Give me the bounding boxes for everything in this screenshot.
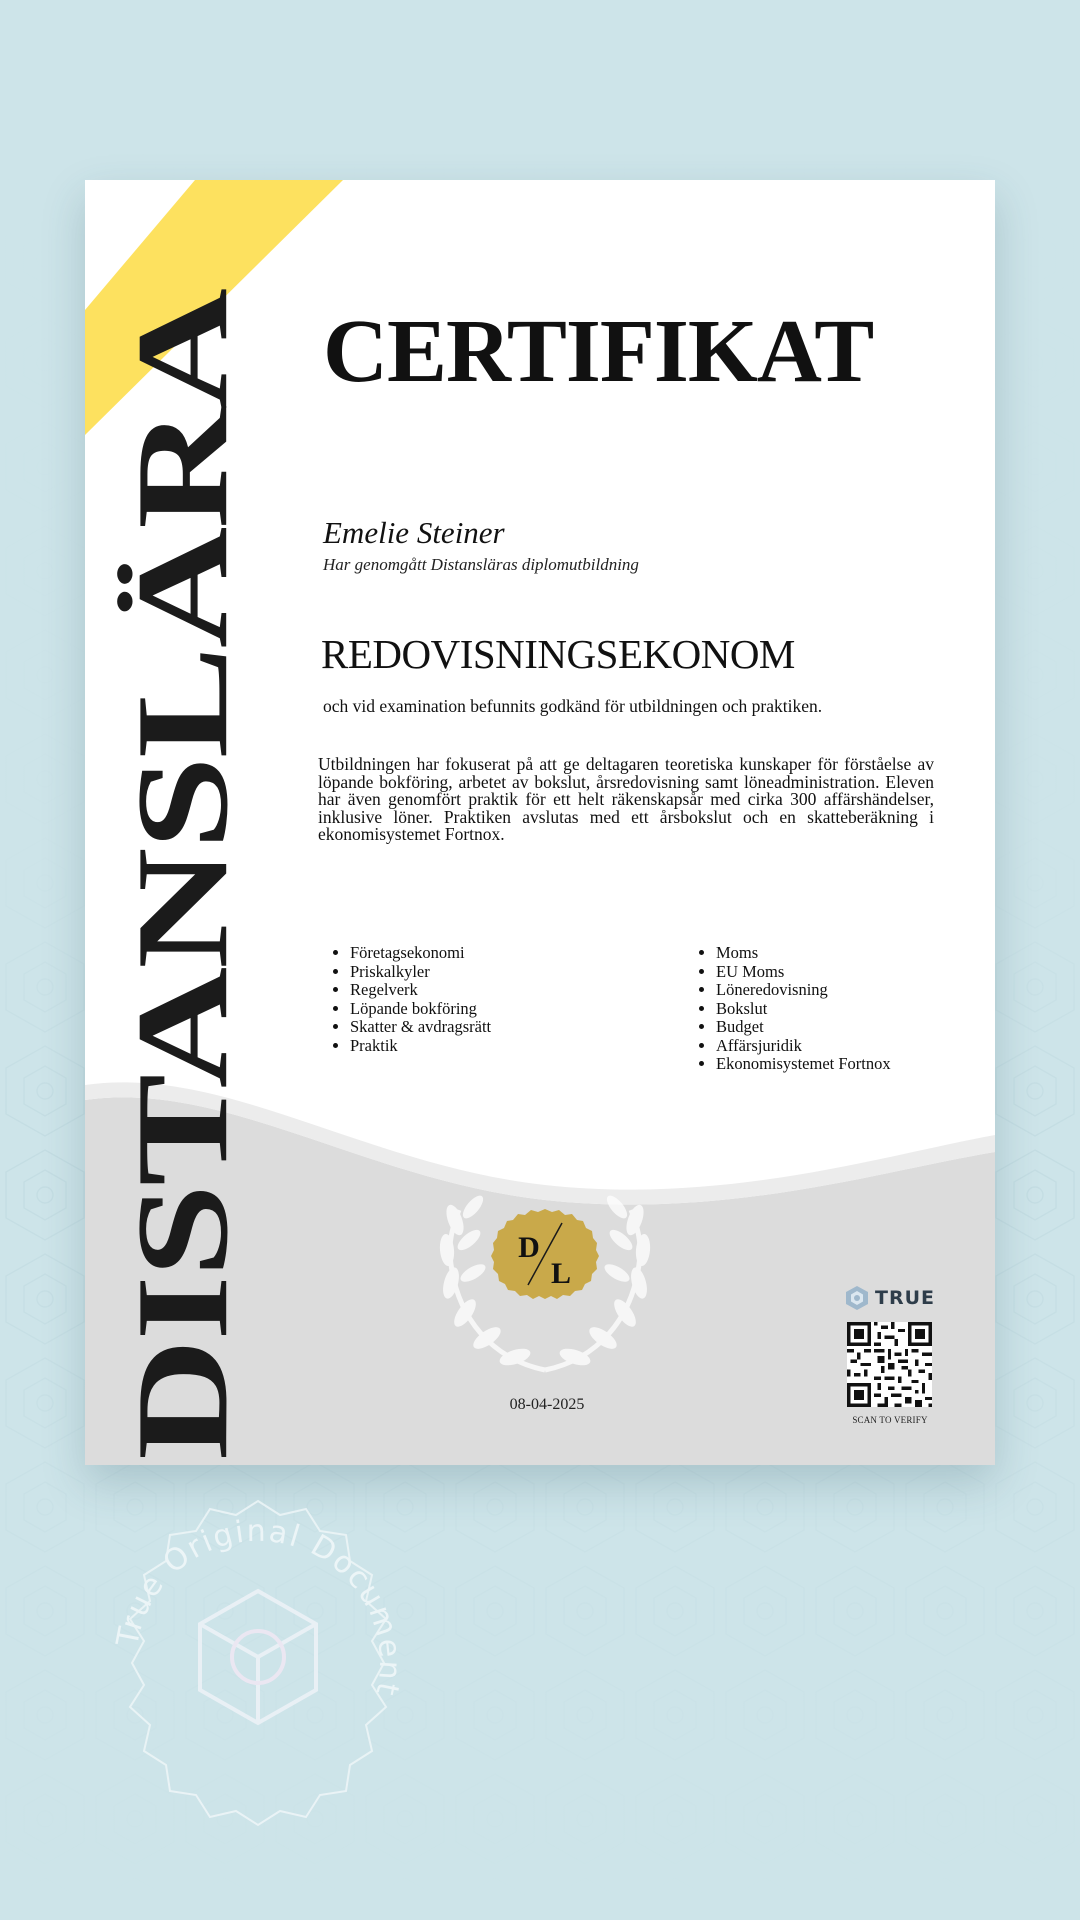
- true-original-document-stamp: [88, 1493, 428, 1833]
- passed-statement: och vid examination befunnits godkänd för utbildningen och praktiken.: [323, 696, 823, 716]
- certificate: [85, 180, 995, 1465]
- skill-item: • Löpande bokföring: [350, 1000, 491, 1019]
- brand-vertical: DISTANSLÄRA: [109, 290, 256, 1460]
- hexagon-cube-icon: [200, 1591, 316, 1723]
- program-description: Utbildningen har fokuserat på att ge deltagaren teoretiska kunskaper för förståelse av löpande bokföring, arbetet av bokslut, årsredovisning samt löneadministration. Eleven har även genomfört praktik för ett helt räkenskapsår med cirka 300 affärshändelser, inklusive löner. Praktiken avslutas med ett årsbokslut och en skatteberäkning i ekonomisystemet Fortnox.: [318, 754, 934, 845]
- seal-letter-bottom: L: [550, 1257, 572, 1290]
- recipient-subtitle: Har genomgått Distansläras diplomutbildning: [323, 555, 639, 574]
- certificate-title: CERTIFIKAT: [323, 302, 874, 401]
- true-hexagon-icon: [845, 1285, 869, 1311]
- issue-date: 08-04-2025: [509, 1396, 585, 1413]
- seal: [425, 1145, 665, 1395]
- qr-code-icon[interactable]: [847, 1322, 932, 1407]
- true-logo-text: TRUE: [875, 1287, 935, 1309]
- skill-item: • Moms: [716, 944, 891, 963]
- recipient-name: Emelie Steiner: [323, 515, 505, 550]
- skill-item: • Löneredovisning: [716, 981, 891, 1000]
- scan-to-verify-caption: SCAN TO VERIFY: [852, 1415, 928, 1425]
- skill-item: • Regelverk: [350, 981, 491, 1000]
- skills-list-left: [325, 944, 491, 1055]
- skill-item: • Företagsekonomi: [350, 944, 491, 963]
- skill-item: • Bokslut: [716, 1000, 891, 1019]
- skill-item: • Affärsjuridik: [716, 1037, 891, 1056]
- skill-item: • Skatter & avdragsrätt: [350, 1018, 491, 1037]
- skill-item: • EU Moms: [716, 963, 891, 982]
- skill-item: • Ekonomisystemet Fortnox: [716, 1055, 891, 1074]
- stamp-text: True Original Document: [110, 1513, 408, 1700]
- true-logo: [845, 1285, 935, 1311]
- skill-item: • Praktik: [350, 1037, 491, 1056]
- skills-list-right: [691, 944, 891, 1074]
- program-title: REDOVISNINGSEKONOM: [321, 631, 795, 677]
- skill-item: • Budget: [716, 1018, 891, 1037]
- skill-item: • Priskalkyler: [350, 963, 491, 982]
- seal-letter-top: D: [518, 1231, 540, 1264]
